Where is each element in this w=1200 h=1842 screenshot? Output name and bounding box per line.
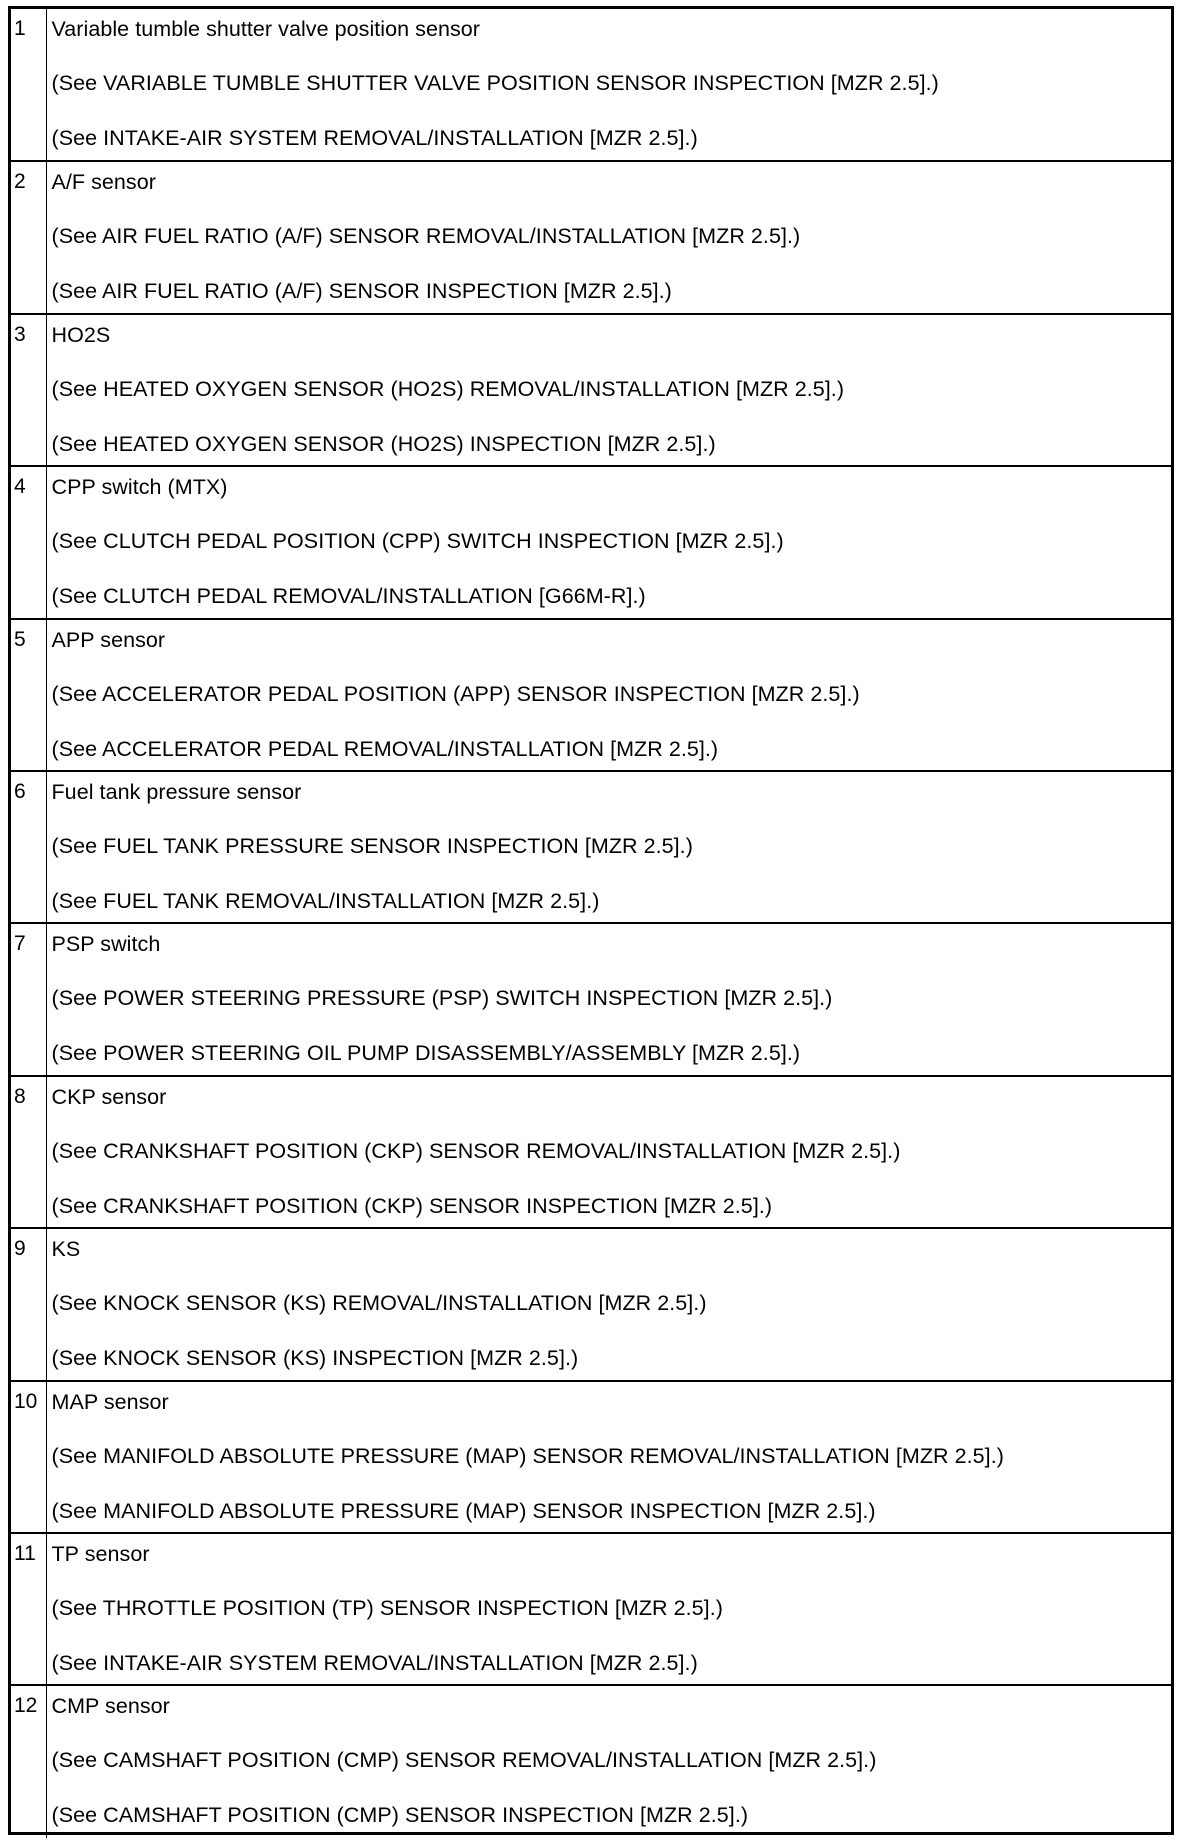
table-row [11,1381,1171,1533]
row-number: 5 [11,619,46,771]
component-name: CKP sensor [51,1084,167,1109]
component-name: Variable tumble shutter valve position sensor [51,17,480,41]
row-content [46,314,1171,466]
reference-link[interactable]: (See AIR FUEL RATIO (A/F) SENSOR REMOVAL/INSTALLATION [MZR 2.5].) [51,224,801,249]
row-number: 10 [11,1381,46,1533]
row-content [46,1228,1171,1380]
table-row [11,1076,1171,1228]
table-row [11,771,1171,923]
row-number: 6 [11,771,46,923]
reference-link[interactable]: (See POWER STEERING OIL PUMP DISASSEMBLY/ASSEMBLY [MZR 2.5].) [51,1041,801,1066]
table-row [11,1685,1171,1837]
reference-link[interactable]: (See MANIFOLD ABSOLUTE PRESSURE (MAP) SENSOR REMOVAL/INSTALLATION [MZR 2.5].) [51,1443,1004,1468]
reference-link[interactable]: (See INTAKE-AIR SYSTEM REMOVAL/INSTALLATION [MZR 2.5].) [51,126,698,150]
component-name: HO2S [51,322,111,347]
reference-link[interactable]: (See VARIABLE TUMBLE SHUTTER VALVE POSITION SENSOR INSPECTION [MZR 2.5].) [51,71,939,95]
row-content [46,1076,1171,1228]
reference-link[interactable]: (See CLUTCH PEDAL POSITION (CPP) SWITCH INSPECTION [MZR 2.5].) [51,529,784,554]
row-number: 7 [11,923,46,1075]
reference-link[interactable]: (See ACCELERATOR PEDAL POSITION (APP) SENSOR INSPECTION [MZR 2.5].) [51,681,860,706]
component-name: PSP switch [51,932,161,957]
reference-link[interactable]: (See CRANKSHAFT POSITION (CKP) SENSOR INSPECTION [MZR 2.5].) [51,1193,773,1218]
table-row [11,1228,1171,1380]
row-content [46,1381,1171,1533]
row-content [46,771,1171,923]
reference-link[interactable]: (See INTAKE-AIR SYSTEM REMOVAL/INSTALLATION [MZR 2.5].) [51,1650,698,1675]
row-content [46,1533,1171,1685]
table-row [11,923,1171,1075]
table-row [11,9,1171,161]
reference-link[interactable]: (See HEATED OXYGEN SENSOR (HO2S) INSPECTION [MZR 2.5].) [51,431,716,456]
reference-link[interactable]: (See KNOCK SENSOR (KS) REMOVAL/INSTALLATION [MZR 2.5].) [51,1291,707,1316]
table-row [11,619,1171,771]
reference-link[interactable]: (See MANIFOLD ABSOLUTE PRESSURE (MAP) SENSOR INSPECTION [MZR 2.5].) [51,1498,876,1523]
component-name: KS [51,1237,81,1262]
component-name: CMP sensor [51,1694,170,1719]
reference-link[interactable]: (See CAMSHAFT POSITION (CMP) SENSOR INSPECTION [MZR 2.5].) [51,1803,749,1828]
table-row [11,314,1171,466]
reference-link[interactable]: (See ACCELERATOR PEDAL REMOVAL/INSTALLATION [MZR 2.5].) [51,736,719,761]
reference-link[interactable]: (See FUEL TANK REMOVAL/INSTALLATION [MZR 2.5].) [51,888,600,913]
reference-link[interactable]: (See CRANKSHAFT POSITION (CKP) SENSOR REMOVAL/INSTALLATION [MZR 2.5].) [51,1138,901,1163]
reference-link[interactable]: (See POWER STEERING PRESSURE (PSP) SWITCH INSPECTION [MZR 2.5].) [51,986,833,1011]
row-number: 9 [11,1228,46,1380]
reference-link[interactable]: (See FUEL TANK PRESSURE SENSOR INSPECTION [MZR 2.5].) [51,833,693,858]
row-number: 2 [11,161,46,313]
component-name: Fuel tank pressure sensor [51,779,302,804]
row-number: 1 [11,9,46,161]
component-reference-table [11,9,1171,1838]
row-number: 3 [11,314,46,466]
component-name: MAP sensor [51,1389,169,1414]
reference-link[interactable]: (See HEATED OXYGEN SENSOR (HO2S) REMOVAL/INSTALLATION [MZR 2.5].) [51,376,845,401]
row-content [46,466,1171,618]
row-content [46,9,1171,161]
table-row [11,1533,1171,1685]
reference-link[interactable]: (See CLUTCH PEDAL REMOVAL/INSTALLATION [G66M-R].) [51,584,646,609]
reference-link[interactable]: (See THROTTLE POSITION (TP) SENSOR INSPECTION [MZR 2.5].) [51,1595,723,1620]
table-row [11,161,1171,313]
component-name: APP sensor [51,627,166,652]
component-reference-sheet [8,6,1174,1835]
component-name: A/F sensor [51,170,156,195]
row-content [46,619,1171,771]
table-row [11,466,1171,618]
reference-link[interactable]: (See KNOCK SENSOR (KS) INSPECTION [MZR 2.5].) [51,1346,579,1371]
row-number: 12 [11,1685,46,1837]
row-content [46,1685,1171,1837]
row-number: 4 [11,466,46,618]
row-number: 11 [11,1533,46,1685]
row-number: 8 [11,1076,46,1228]
row-content [46,923,1171,1075]
row-content [46,161,1171,313]
reference-link[interactable]: (See AIR FUEL RATIO (A/F) SENSOR INSPECTION [MZR 2.5].) [51,279,672,304]
component-name: CPP switch (MTX) [51,475,228,500]
component-name: TP sensor [51,1541,150,1566]
reference-link[interactable]: (See CAMSHAFT POSITION (CMP) SENSOR REMOVAL/INSTALLATION [MZR 2.5].) [51,1748,877,1773]
